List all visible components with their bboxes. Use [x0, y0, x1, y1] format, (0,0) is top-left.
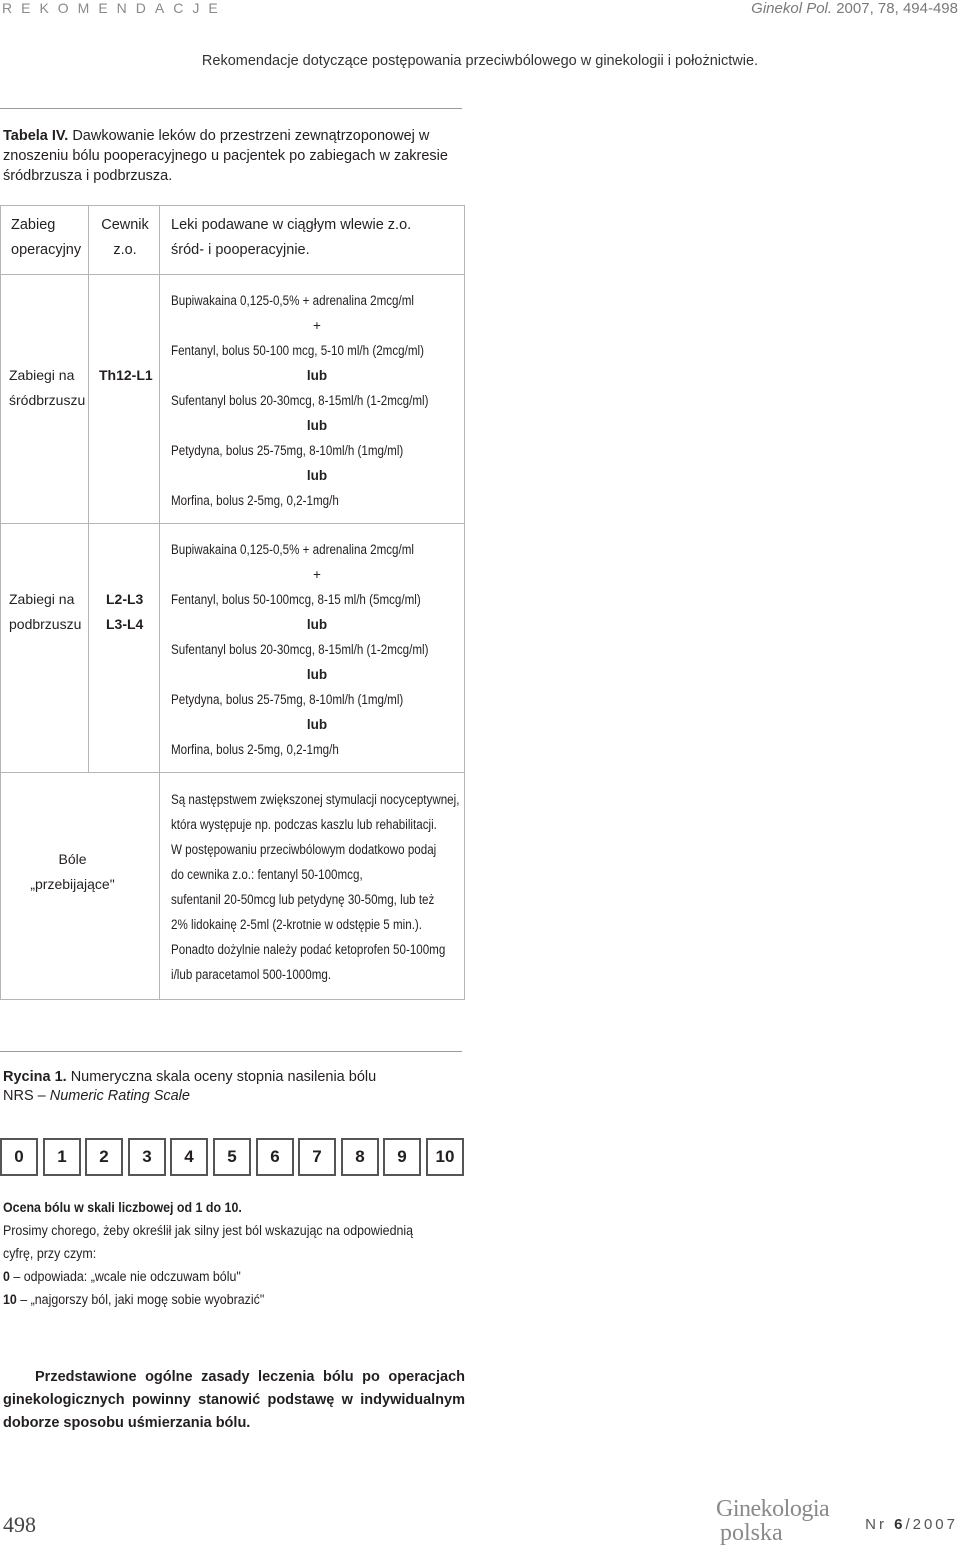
logo-line1: Ginekologia: [716, 1496, 830, 1522]
note-line: która występuje np. podczas kaszlu lub rehabilitacji.: [171, 817, 437, 832]
scale-box-1: 1: [43, 1138, 81, 1176]
figure-abbr-line: [3, 1087, 376, 1106]
row-procedure: [9, 587, 81, 637]
scale-body-line1: Prosimy chorego, żeby określił jak silny jest ból wskazując na odpowiednią: [3, 1223, 414, 1238]
procedure-line1: Zabiegi na: [9, 591, 75, 607]
journal-volume-pages: 2007, 78, 494-498: [832, 0, 958, 17]
summary-text: Przedstawione ogólne zasady leczenia bólu po operacjach ginekologicznych powinny stanowić podstawę w indywidualnym doborze sposobu uśmierzania bólu.: [3, 1369, 465, 1431]
scale-item-10-text: – „najgorszy ból, jaki mogę sobie wyobrazić": [16, 1292, 265, 1307]
table-border: [0, 205, 1, 1000]
table-border: [159, 205, 160, 1000]
note-line: 2% lidokainę 2-5ml (2-krotnie w odstępie 5 min.).: [171, 917, 423, 932]
drug-line: Fentanyl, bolus 50-100mcg, 8-15 ml/h (5mcg/ml): [171, 592, 421, 607]
drug-line: Fentanyl, bolus 50-100 mcg, 5-10 ml/h (2mcg/ml): [171, 343, 424, 358]
row-catheter: Th12-L1: [99, 367, 153, 383]
header-drugs: [171, 213, 411, 263]
figure-abbr: NRS –: [3, 1088, 50, 1104]
table-border: [0, 523, 465, 524]
table-border: [0, 999, 465, 1000]
scale-item-10-num: 10: [3, 1292, 17, 1307]
numeric-rating-scale: [0, 1138, 465, 1177]
issue-num: 6: [894, 1516, 906, 1533]
drug-line: Sufentanyl bolus 20-30mcg, 8-15ml/h (1-2mcg/ml): [171, 393, 429, 408]
drug-line: Bupiwakaina 0,125-0,5% + adrenalina 2mcg/ml: [171, 293, 414, 308]
drug-line: Morfina, bolus 2-5mg, 0,2-1mg/h: [171, 742, 339, 757]
row-procedure: [9, 363, 85, 413]
note-line: Są następstwem zwiększonej stymulacji nocyceptywnej,: [171, 792, 460, 807]
scale-box-7: 7: [298, 1138, 336, 1176]
table-caption-text: Dawkowanie leków do przestrzeni zewnątrzoponowej w znoszeniu bólu pooperacyjnego u pacjentek po zabiegach w zakresie śródbrzusza i podbrzusza.: [3, 128, 448, 184]
note-line: Ponadto dożylnie należy podać ketoprofen 50-100mg: [171, 942, 446, 957]
drug-line: Petydyna, bolus 25-75mg, 8-10ml/h (1mg/ml): [171, 443, 404, 458]
procedure-line2: śródbrzuszu: [9, 392, 86, 408]
scale-item-0-num: 0: [3, 1269, 10, 1284]
procedure-line2: „przebijające": [30, 876, 115, 892]
catheter-line2: L3-L4: [106, 616, 144, 632]
journal-name: Ginekol Pol.: [751, 0, 833, 17]
scale-body-line2: cyfrę, przy czym:: [3, 1246, 97, 1261]
drug-connector: lub: [306, 617, 328, 632]
scale-box-3: 3: [128, 1138, 166, 1176]
drug-line: Morfina, bolus 2-5mg, 0,2-1mg/h: [171, 493, 339, 508]
figure-title-line: [3, 1068, 376, 1087]
note-line: W postępowaniu przeciwbólowym dodatkowo podaj: [171, 842, 437, 857]
table-label: Tabela IV.: [3, 128, 69, 144]
table-caption: [3, 126, 473, 186]
journal-reference: [751, 0, 958, 17]
table-border: [88, 205, 89, 773]
header-catheter: [100, 213, 150, 263]
scale-item-0: [3, 1265, 435, 1288]
header-catheter-line1: Cewnik: [101, 217, 149, 233]
row-procedure: [30, 847, 115, 897]
note-line: i/lub paracetamol 500-1000mg.: [171, 967, 332, 982]
header-procedure-line1: Zabieg: [11, 217, 56, 233]
dosage-table: [0, 205, 465, 1000]
logo-line2: polska: [720, 1520, 783, 1546]
scale-box-0: 0: [0, 1138, 38, 1176]
divider: [0, 1051, 462, 1052]
header-catheter-line2: z.o.: [113, 242, 137, 258]
row-catheter: [106, 587, 143, 637]
scale-box-8: 8: [341, 1138, 379, 1176]
drug-line: Bupiwakaina 0,125-0,5% + adrenalina 2mcg/ml: [171, 542, 414, 557]
drug-connector: lub: [306, 667, 328, 682]
scale-item-0-text: – odpowiada: „wcale nie odczuwam bólu": [9, 1269, 241, 1284]
header-procedure: [11, 213, 81, 263]
procedure-line1: Bóle: [58, 851, 87, 867]
divider: [0, 108, 462, 109]
figure-label: Rycina 1.: [3, 1069, 67, 1085]
drug-connector: lub: [306, 717, 328, 732]
drug-connector: lub: [306, 368, 328, 383]
header-drugs-line2: śród- i pooperacyjnie.: [171, 242, 310, 258]
issue-prefix: Nr: [865, 1516, 895, 1533]
issue-year: /2007: [905, 1516, 958, 1533]
procedure-line1: Zabiegi na: [9, 367, 75, 383]
drug-line: Petydyna, bolus 25-75mg, 8-10ml/h (1mg/ml): [171, 692, 404, 707]
table-border: [0, 274, 465, 275]
figure-title: Numeryczna skala oceny stopnia nasilenia bólu: [66, 1069, 377, 1085]
page-number: 498: [3, 1512, 36, 1537]
figure-caption: [3, 1068, 376, 1106]
scale-heading: Ocena bólu w skali liczbowej od 1 do 10.: [3, 1200, 242, 1215]
drug-connector: +: [313, 318, 321, 333]
section-label: REKOMENDACJE: [2, 0, 227, 16]
header-drugs-line1: Leki podawane w ciągłym wlewie z.o.: [171, 217, 412, 233]
journal-logo: [716, 1497, 829, 1545]
scale-box-2: 2: [85, 1138, 123, 1176]
scale-box-9: 9: [383, 1138, 421, 1176]
header-procedure-line2: operacyjny: [11, 242, 82, 258]
scale-box-6: 6: [256, 1138, 294, 1176]
running-title: Rekomendacje dotyczące postępowania przeciwbólowego w ginekologii i położnictwie.: [201, 53, 759, 69]
scale-box-5: 5: [213, 1138, 251, 1176]
scale-box-4: 4: [170, 1138, 208, 1176]
scale-explanation: [3, 1196, 435, 1311]
summary-paragraph: [3, 1366, 465, 1435]
note-line: sufentanil 20-50mcg lub petydynę 30-50mg, lub też: [171, 892, 435, 907]
figure-abbr-full: Numeric Rating Scale: [49, 1088, 190, 1104]
procedure-line2: podbrzuszu: [9, 616, 82, 632]
table-border: [0, 205, 465, 206]
drug-connector: lub: [306, 418, 328, 433]
drug-line: Sufentanyl bolus 20-30mcg, 8-15ml/h (1-2mcg/ml): [171, 642, 429, 657]
drug-connector: +: [313, 567, 321, 582]
issue-number: [865, 1516, 958, 1533]
table-border: [464, 205, 465, 1000]
table-border: [0, 772, 465, 773]
note-line: do cewnika z.o.: fentanyl 50-100mcg,: [171, 867, 363, 882]
scale-item-10: [3, 1288, 435, 1311]
drug-connector: lub: [306, 468, 328, 483]
catheter-line1: L2-L3: [106, 591, 144, 607]
scale-box-10: 10: [426, 1138, 464, 1176]
